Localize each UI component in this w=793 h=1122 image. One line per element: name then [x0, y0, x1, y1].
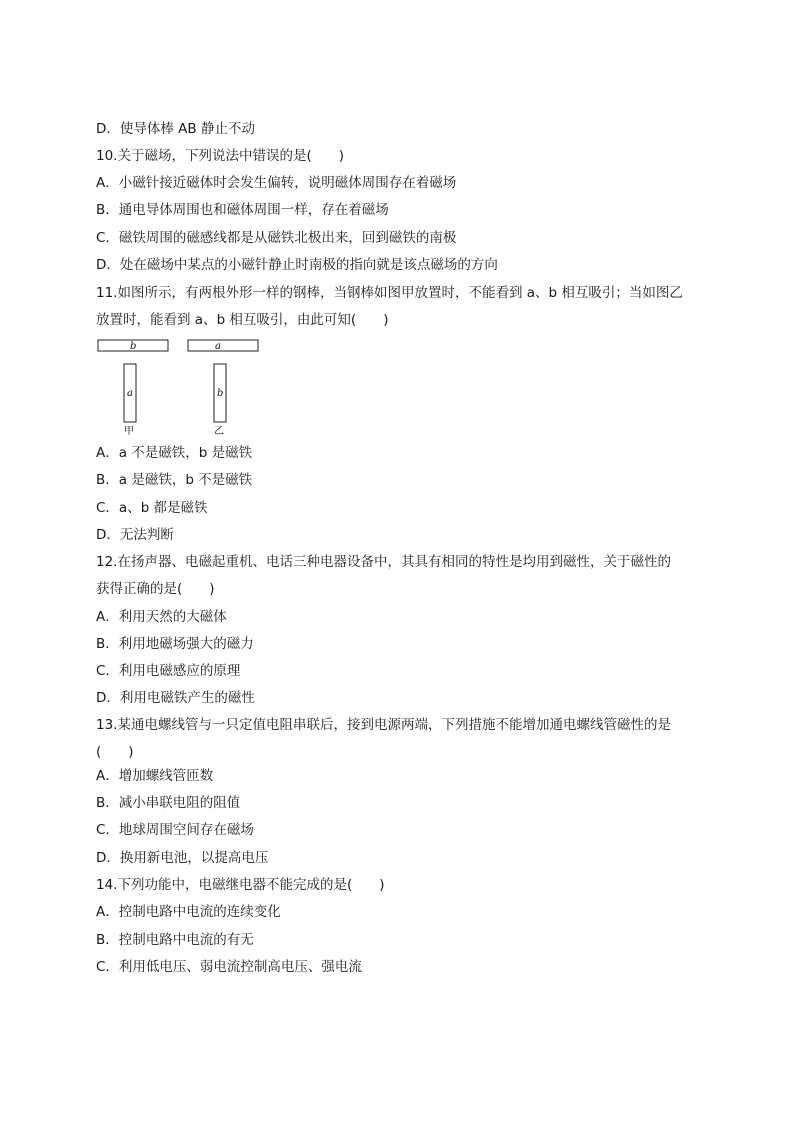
q14-option-c: C．利用低电压、弱电流控制高电压、强电流 — [96, 959, 362, 975]
yi-top-bar-label: a — [215, 341, 221, 352]
q12-option-b: B．利用地磁场强大的磁力 — [96, 636, 254, 652]
yi-vertical-bar-label: b — [217, 388, 224, 399]
q12-option-d: D．利用电磁铁产生的磁性 — [96, 690, 255, 706]
jia-caption: 甲 — [124, 426, 134, 437]
yi-top-bar — [188, 340, 258, 351]
jia-top-bar-label: b — [130, 341, 137, 352]
q14-option-b: B．控制电路中电流的有无 — [96, 932, 254, 948]
q10-option-a: A．小磁针接近磁体时会发生偏转，说明磁体周围存在着磁场 — [96, 175, 457, 191]
q9-option-d: D．使导体棒 AB 静止不动 — [96, 121, 255, 137]
jia-vertical-bar-label: a — [127, 388, 133, 399]
q10-option-c: C．磁铁周围的磁感线都是从磁铁北极出来，回到磁铁的南极 — [96, 230, 457, 246]
q11-option-b: B．a 是磁铁，b 不是磁铁 — [96, 472, 253, 488]
q11-option-d: D．无法判断 — [96, 527, 174, 543]
q10-stem: 10.关于磁场，下列说法中错误的是( ) — [96, 148, 345, 164]
q11-figure — [96, 337, 276, 437]
q13-option-c: C．地球周围空间存在磁场 — [96, 822, 254, 838]
q12-stem-line2: 获得正确的是( ) — [96, 581, 215, 597]
q12-option-c: C．利用电磁感应的原理 — [96, 663, 241, 679]
yi-caption: 乙 — [214, 426, 224, 437]
q13-stem-line1: 13.某通电螺线管与一只定值电阻串联后，接到电源两端，下列措施不能增加通电螺线管磁性的是 — [96, 717, 671, 733]
q10-option-d: D．处在磁场中某点的小磁针静止时南极的指向就是该点磁场的方向 — [96, 257, 498, 273]
q12-option-a: A．利用天然的大磁体 — [96, 609, 227, 625]
q13-option-d: D．换用新电池，以提高电压 — [96, 850, 269, 866]
q11-option-a: A．a 不是磁铁，b 是磁铁 — [96, 445, 253, 461]
q11-stem-line1: 11.如图所示，有两根外形一样的钢棒，当钢棒如图甲放置时，不能看到 a、b 相互吸引；当如图乙 — [96, 285, 683, 301]
q13-stem-line2: ( ) — [96, 744, 134, 760]
q11-stem-line2: 放置时，能看到 a、b 相互吸引，由此可知( ) — [96, 312, 389, 328]
q11-option-c: C．a、b 都是磁铁 — [96, 500, 208, 516]
q14-stem: 14.下列功能中，电磁继电器不能完成的是( ) — [96, 877, 385, 893]
q13-option-b: B．减小串联电阻的阻值 — [96, 795, 241, 811]
q10-option-b: B．通电导体周围也和磁体周围一样，存在着磁场 — [96, 202, 389, 218]
q12-stem-line1: 12.在扬声器、电磁起重机、电话三种电器设备中，其具有相同的特性是均用到磁性，关于磁性的 — [96, 554, 671, 570]
q14-option-a: A．控制电路中电流的连续变化 — [96, 904, 281, 920]
q13-option-a: A．增加螺线管匝数 — [96, 768, 214, 784]
